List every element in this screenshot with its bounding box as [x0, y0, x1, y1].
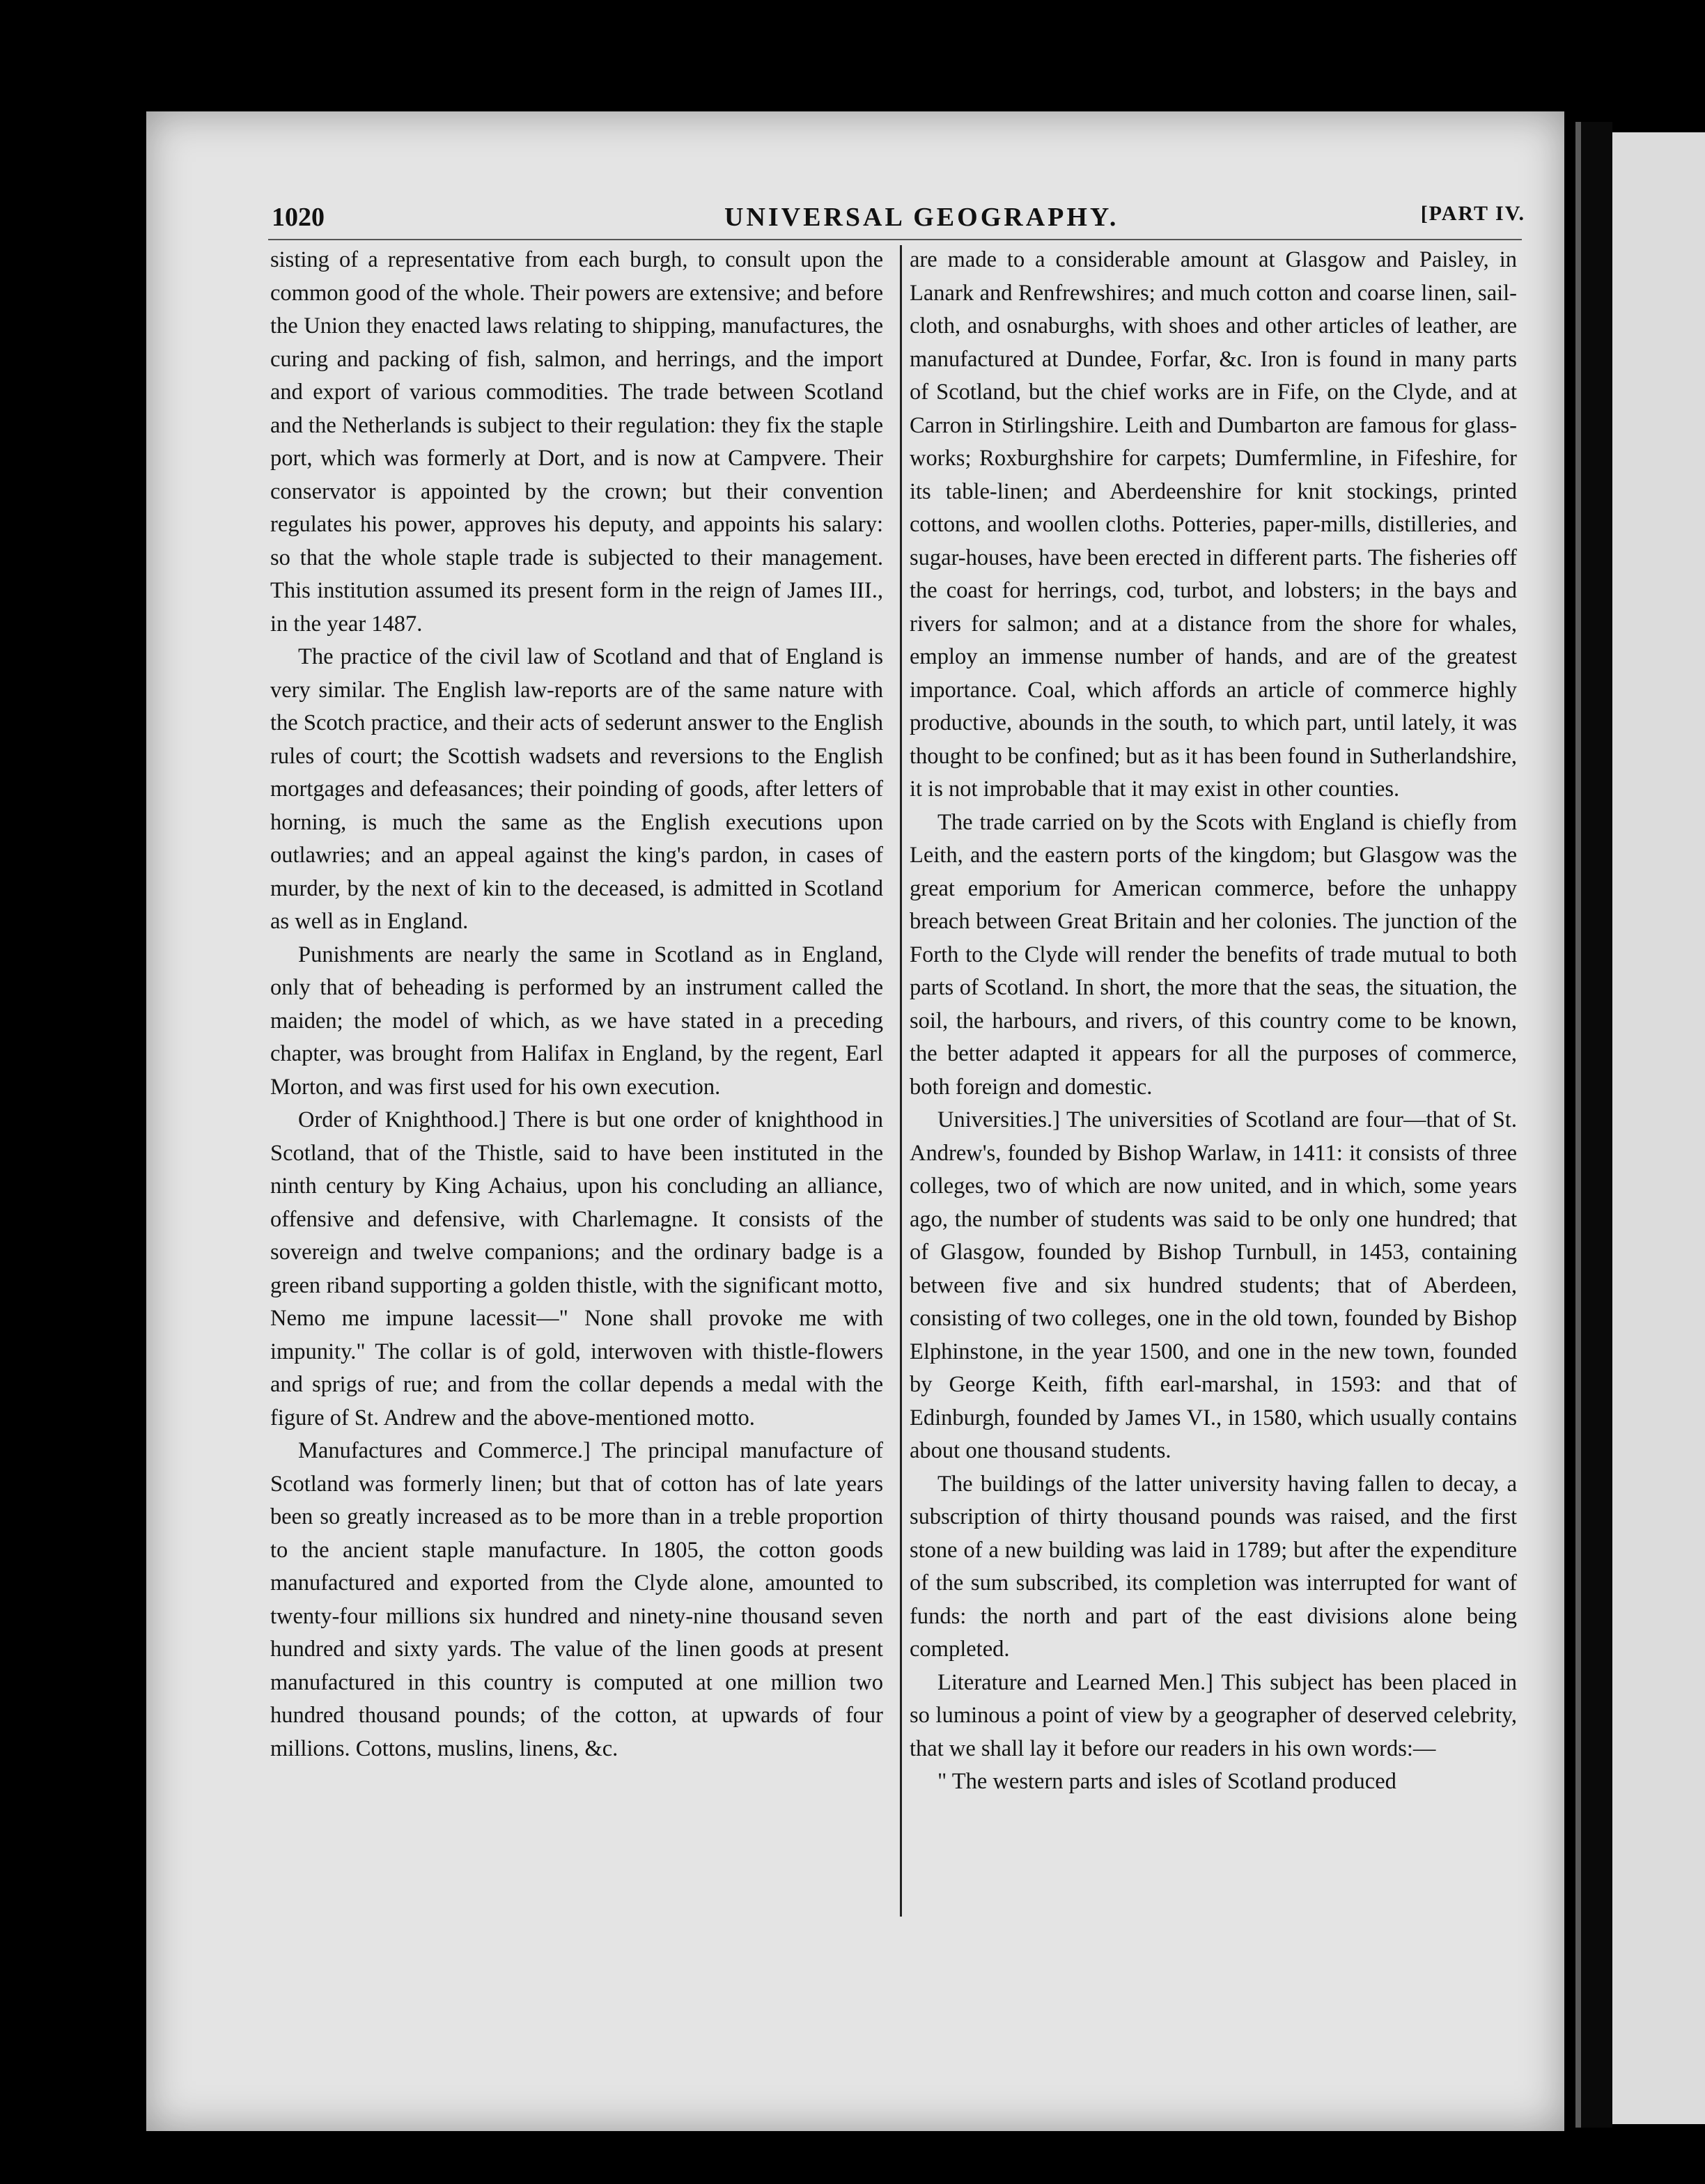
header-rule	[268, 239, 1522, 240]
paragraph: The practice of the civil law of Scotland and that of England is very similar. The English law-reports are of the same nature with the Scotch practice, and their acts of sederunt answer to the English rules of court; the Scottish wadsets and reversions to the English mortgages and defeasances; their poinding of goods, after letters of horning, is much the same as the English executions upon outlawries; and an appeal against the king's pardon, in cases of murder, by the next of kin to the deceased, is admitted in Scotland as well as in England.	[270, 644, 883, 934]
paragraph: Literature and Learned Men.] This subject has been placed in so luminous a point of view by a geographer of deserved celebrity, that we shall lay it before our readers in his own words:—	[910, 1669, 1517, 1761]
adjacent-page-edge	[1612, 132, 1705, 2124]
paragraph: Universities.] The universities of Scotland are four—that of St. Andrew's, founded by Bishop Warlaw, in 1411: it consists of three colleges, two of which are now united, and in which, some years ago, the number of students was said to be only one hundred; that of Glasgow, founded by Bishop Turnbull, in 1453, containing between five and six hundred students; that of Aberdeen, consisting of two colleges, one in the old town, founded by Bishop Elphinstone, in the year 1500, and one in the new town, founded by George Keith, fifth earl-marshal, in 1593: and that of Edinburgh, founded by James VI., in 1580, which usually contains about one thousand students.	[910, 1107, 1517, 1463]
page-number: 1020	[272, 203, 325, 232]
running-title: UNIVERSAL GEOGRAPHY.	[724, 203, 1119, 232]
right-column	[910, 244, 1517, 1799]
paragraph: Punishments are nearly the same in Scotland as in England, only that of beheading is performed by an instrument called the maiden; the model of which, as we have stated in a preceding chapter, was brought from Halifax in England, by the regent, Earl Morton, and was first used for his own execution.	[270, 942, 883, 1100]
paragraph: Order of Knighthood.] There is but one order of knighthood in Scotland, that of the Thistle, said to have been instituted in the ninth century by King Achaius, upon his concluding an alliance, offensive and defensive, with Charlemagne. It consists of the sovereign and twelve companions; and the ordinary badge is a green riband supporting a golden thistle, with the significant motto, Nemo me impune lacessit—" None shall provoke me with impunity." The collar is of gold, interwoven with thistle-flowers and sprigs of rue; and from the collar depends a medal with the figure of St. Andrew and the above-mentioned motto.	[270, 1107, 883, 1430]
paragraph: Manufactures and Commerce.] The principal manufacture of Scotland was formerly linen; but that of cotton has of late years been so greatly increased as to be more than in a treble proportion to the ancient staple manufacture. In 1805, the cotton goods manufactured and exported from the Clyde alone, amounted to twenty-four millions six hundred and ninety-nine thousand seven hundred and sixty yards. The value of the linen goods at present manufactured in this country is computed at one million two hundred thousand pounds; of the cotton, at upwards of four millions. Cottons, muslins, linens, &c.	[270, 1438, 883, 1761]
left-column	[270, 244, 883, 1765]
page-gutter	[1575, 122, 1612, 2128]
running-header	[272, 202, 1525, 237]
column-rule	[900, 245, 902, 1917]
part-label: [PART IV.	[1420, 202, 1525, 225]
paragraph: The buildings of the latter university having fallen to decay, a subscription of thirty thousand pounds was raised, and the first stone of a new building was laid in 1789; but after the expenditure of the sum subscribed, its completion was interrupted for want of funds: the north and part of the east divisions alone being completed.	[910, 1471, 1517, 1662]
paragraph: are made to a considerable amount at Glasgow and Paisley, in Lanark and Renfrewshires; and much cotton and coarse linen, sail-cloth, and osnaburghs, with shoes and other articles of leather, are manufactured at Dundee, Forfar, &c. Iron is found in many parts of Scotland, but the chief works are in Fife, on the Clyde, and at Carron in Stirlingshire. Leith and Dumbarton are famous for glass-works; Roxburghshire for carpets; Dumfermline, in Fifeshire, for its table-linen; and Aberdeenshire for knit stockings, printed cottons, and woollen cloths. Potteries, paper-mills, distilleries, and sugar-houses, have been erected in different parts. The fisheries off the coast for herrings, cod, turbot, and lobsters; in the bays and rivers for salmon; and at a distance from the shore for whales, employ an immense number of hands, and are of the greatest importance. Coal, which affords an article of commerce highly productive, abounds in the south, to which part, until lately, it was thought to be confined; but as it has been found in Sutherlandshire, it is not improbable that it may exist in other counties.	[910, 247, 1518, 802]
paragraph: sisting of a representative from each burgh, to consult upon the common good of the whole. Their powers are extensive; and before the Union they enacted laws relating to shipping, manufactures, the curing and packing of fish, salmon, and herrings, and the import and export of various commodities. The trade between Scotland and the Netherlands is subject to their regulation: they fix the staple port, which was formerly at Dort, and is now at Campvere. Their conservator is appointed by the crown; but their convention regulates his power, approves his deputy, and appoints his salary: so that the whole staple trade is subjected to their management. This institution assumed its present form in the reign of James III., in the year 1487.	[270, 247, 883, 637]
paragraph: " The western parts and isles of Scotland produced	[937, 1769, 1396, 1794]
paragraph: The trade carried on by the Scots with England is chiefly from Leith, and the eastern ports of the kingdom; but Glasgow was the great emporium for American commerce, before the unhappy breach between Great Britain and her colonies. The junction of the Forth to the Clyde will render the benefits of trade mutual to both parts of Scotland. In short, the more that the seas, the situation, the soil, the harbours, and rivers, of this country come to be known, the better adapted it appears for all the purposes of commerce, both foreign and domestic.	[910, 809, 1517, 1100]
